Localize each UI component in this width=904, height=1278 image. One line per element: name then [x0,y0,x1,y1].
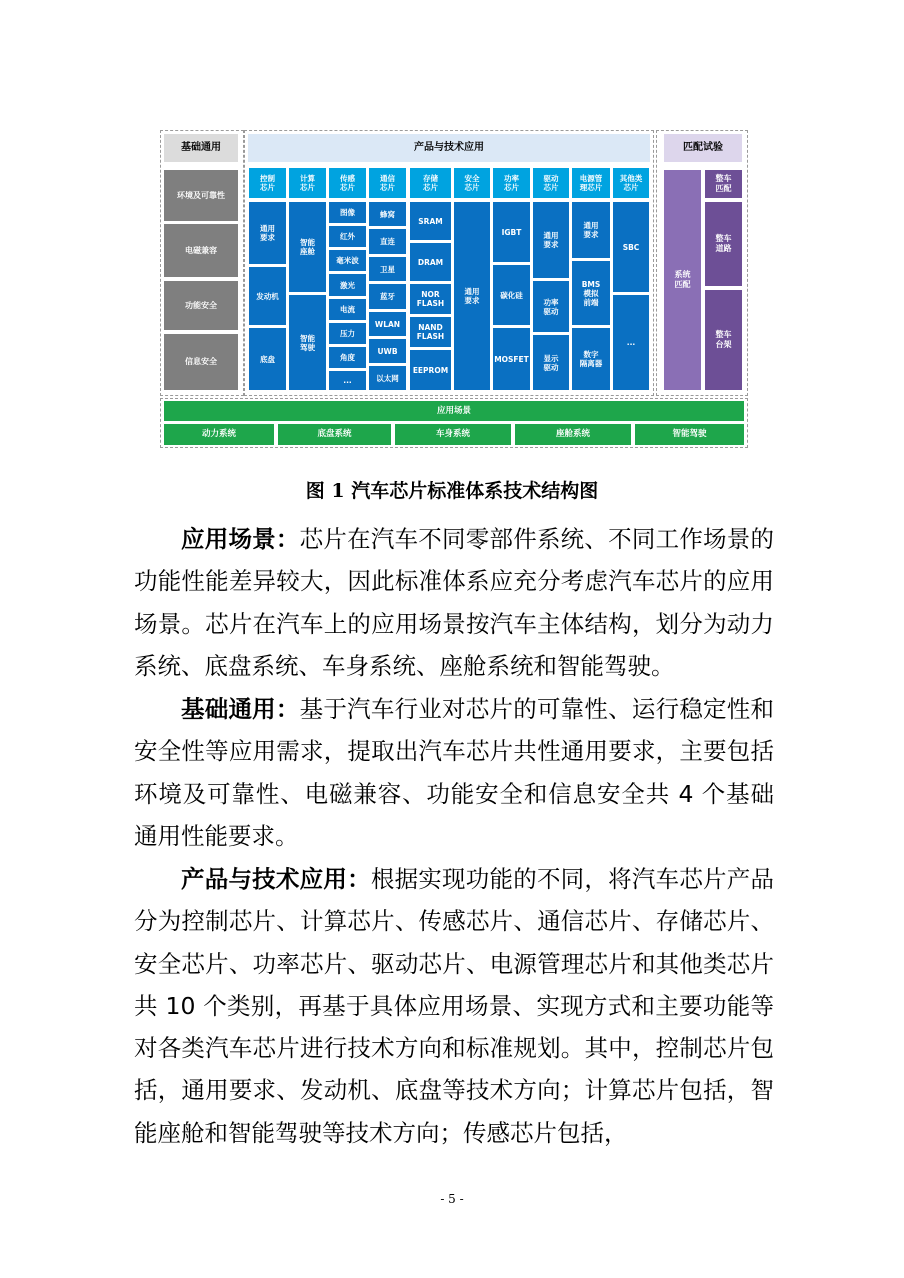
tech-item: DRAM [410,243,451,281]
tech-item: 碳化硅 [493,265,530,325]
tech-item: 蓝牙 [369,284,406,309]
tech-item: 卫星 [369,257,406,281]
category-comm-chip: 通信 芯片 [369,168,406,198]
tech-item: 发动机 [249,267,286,325]
tech-item: 电流 [329,299,366,320]
tech-item: 通用 要求 [249,202,286,264]
tech-item: NAND FLASH [410,317,451,347]
matching-item: 整车 台架 [705,290,742,390]
matching-item: 整车 匹配 [705,170,742,198]
paragraph-scenarios [134,518,774,687]
tech-item: 智能 座舱 [289,202,326,292]
tech-item: ... [329,371,366,390]
tech-item: 角度 [329,347,366,368]
tech-item: 蜂窝 [369,202,406,226]
tech-item: 红外 [329,226,366,247]
tech-item: 智能 驾驶 [289,295,326,390]
paragraph-lead: 基础通用： [181,695,300,723]
paragraph-text: 根据实现功能的不同，将汽车芯片产品分为控制芯片、计算芯片、传感芯片、通信芯片、存储芯片、安全芯片、功率芯片、驱动芯片、电源管理芯片和其他类芯片共 10 个类别，再基于具体应用场景、实现方式和主要功能等对各类汽车芯片进行技术方向和标准规划。其中，控制芯片包括，通用要求、发动机、底盘等技术方向；计算芯片包括，智能座舱和智能驾驶等技术方向；传感芯片包括， [134,865,775,1147]
products-title: 产品与技术应用 [248,134,650,162]
category-driver-chip: 驱动 芯片 [533,168,569,198]
scenario-item: 座舱系统 [515,424,631,445]
tech-item: 显示 驱动 [533,335,569,390]
foundation-item: 环境及可靠性 [164,170,238,221]
foundation-item: 电磁兼容 [164,224,238,277]
category-security-chip: 安全 芯片 [454,168,490,198]
scenario-item: 智能驾驶 [635,424,744,445]
foundation-title: 基础通用 [164,134,238,162]
tech-item: 底盘 [249,328,286,390]
page-number: - 5 - [440,1192,464,1206]
tech-item: 图像 [329,202,366,223]
tech-item: SRAM [410,202,451,240]
scenario-item: 车身系统 [395,424,511,445]
paragraph-lead: 应用场景： [181,525,300,553]
system-matching: 系统 匹配 [664,170,701,390]
paragraph-text: 基于汽车行业对芯片的可靠性、运行稳定性和安全性等应用需求，提取出汽车芯片共性通用要求，主要包括环境及可靠性、电磁兼容、功能安全和信息安全共 4 个基础通用性能要求。 [134,695,775,850]
foundation-item: 信息安全 [164,334,238,390]
tech-item: WLAN [369,312,406,336]
scenario-item: 动力系统 [164,424,274,445]
paragraph-text: 芯片在汽车不同零部件系统、不同工作场景的功能性能差异较大，因此标准体系应充分考虑汽车芯片的应用场景。芯片在汽车上的应用场景按汽车主体结构，划分为动力系统、底盘系统、车身系统、座舱系统和智能驾驶。 [134,525,775,680]
tech-item: 激光 [329,274,366,296]
scenario-item: 底盘系统 [278,424,391,445]
tech-item: 通用 要求 [572,202,610,258]
matching-title: 匹配试验 [664,134,742,162]
tech-item: 直连 [369,229,406,254]
matching-item: 整车 道路 [705,202,742,286]
category-sensor-chip: 传感 芯片 [329,168,366,198]
tech-item: NOR FLASH [410,284,451,314]
standard-system-diagram [158,128,750,450]
category-compute-chip: 计算 芯片 [289,168,326,198]
scenarios-title: 应用场景 [164,401,744,421]
tech-item: 压力 [329,323,366,344]
tech-item: IGBT [493,202,530,262]
figure-caption: 图 1 汽车芯片标准体系技术结构图 [305,480,599,502]
paragraph-products [134,858,774,1154]
paragraph-lead: 产品与技术应用： [181,865,371,893]
tech-item: 通用 要求 [454,202,490,390]
category-storage-chip: 存储 芯片 [410,168,451,198]
tech-item: BMS 模拟 前端 [572,261,610,325]
tech-item: 数字 隔离器 [572,328,610,390]
tech-item: 通用 要求 [533,202,569,278]
tech-item: 毫米波 [329,250,366,271]
tech-item: 功率 驱动 [533,281,569,332]
tech-item: 以太网 [369,366,406,390]
category-control-chip: 控制 芯片 [249,168,286,198]
tech-item: ... [613,295,649,390]
category-other-chip: 其他类 芯片 [613,168,649,198]
tech-item: EEPROM [410,350,451,390]
paragraph-foundation [134,688,774,857]
tech-item: UWB [369,339,406,363]
tech-item: SBC [613,202,649,292]
category-power-chip: 功率 芯片 [493,168,530,198]
category-power-mgmt-chip: 电源管 理芯片 [572,168,610,198]
tech-item: MOSFET [493,328,530,390]
foundation-item: 功能安全 [164,281,238,330]
